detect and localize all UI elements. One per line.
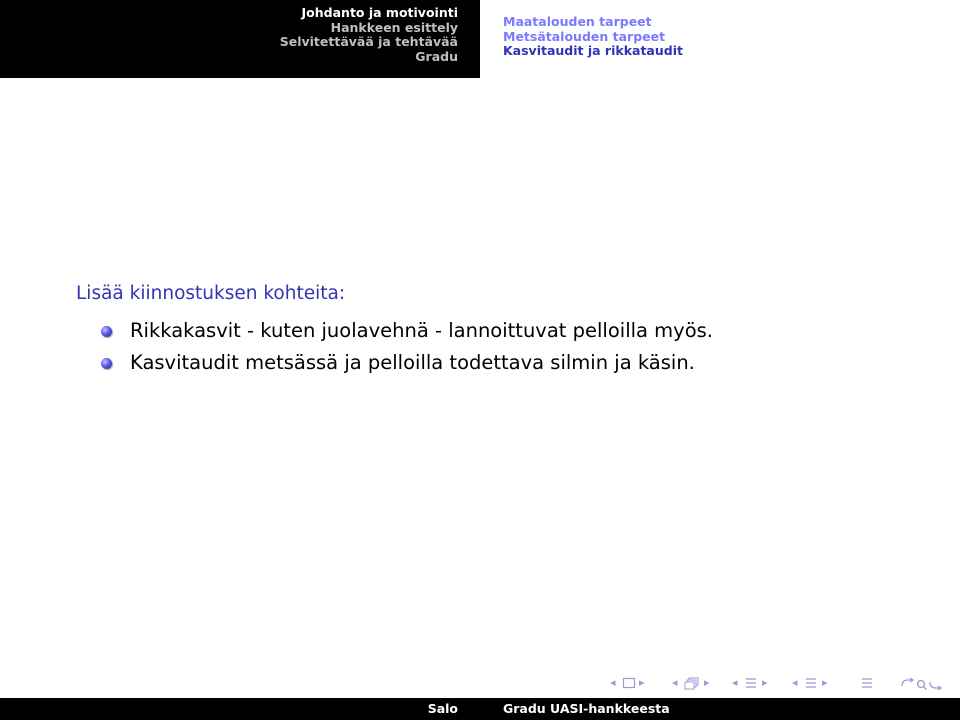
bullet-item-text: Kasvitaudit metsässä ja pelloilla todettava silmin ja käsin. — [130, 351, 695, 374]
nav-prev-section-icon[interactable]: ◂ — [732, 676, 738, 689]
subsection-link-kasvitaudit[interactable]: Kasvitaudit ja rikkataudit — [503, 43, 683, 58]
frame-icon[interactable] — [622, 677, 636, 689]
section-navigation — [0, 0, 480, 78]
section-icon[interactable] — [744, 677, 758, 690]
bullet-ball-icon — [101, 358, 112, 369]
back-forward-search-icon[interactable] — [900, 677, 952, 691]
section-link-selvitettavaa[interactable]: Selvitettävää ja tehtävää — [279, 34, 458, 49]
slide-intro-text: Lisää kiinnostuksen kohteita: — [76, 283, 346, 304]
header-bar — [0, 0, 960, 78]
subsection-link-metsatalous[interactable]: Metsätalouden tarpeet — [503, 28, 666, 44]
subsection-link-maatalous[interactable]: Maatalouden tarpeet — [503, 14, 652, 29]
nav-next-frame-icon[interactable]: ▸ — [639, 676, 645, 689]
section-link-johdanto[interactable]: Johdanto ja motivointi — [301, 5, 458, 20]
appendix-icon[interactable] — [860, 677, 874, 690]
bullet-ball-icon — [101, 326, 112, 337]
navigation-symbols — [610, 676, 955, 692]
bullet-item-text: Rikkakasvit - kuten juolavehnä - lannoittuvat pelloilla myös. — [130, 319, 714, 342]
nav-next-section-icon[interactable]: ▸ — [762, 676, 768, 689]
nav-prev-document-icon[interactable]: ◂ — [792, 676, 798, 689]
nav-next-subsection-icon[interactable]: ▸ — [704, 676, 710, 689]
section-link-gradu[interactable]: Gradu — [415, 48, 458, 64]
nav-next-document-icon[interactable]: ▸ — [822, 676, 828, 689]
section-link-hankkeen-esittely[interactable]: Hankkeen esittely — [330, 19, 458, 35]
nav-prev-subsection-icon[interactable]: ◂ — [672, 676, 678, 689]
footer-bar — [0, 698, 960, 720]
slide-content — [76, 283, 936, 382]
subsection-icon[interactable] — [684, 677, 700, 691]
bullet-item — [76, 350, 936, 376]
footer-title: Gradu UASI-hankkeesta — [503, 701, 670, 716]
footer-author: Salo — [427, 701, 458, 716]
nav-prev-frame-icon[interactable]: ◂ — [610, 676, 616, 689]
bullet-item — [76, 318, 936, 344]
document-icon[interactable] — [804, 677, 818, 690]
subsection-navigation — [480, 0, 960, 78]
